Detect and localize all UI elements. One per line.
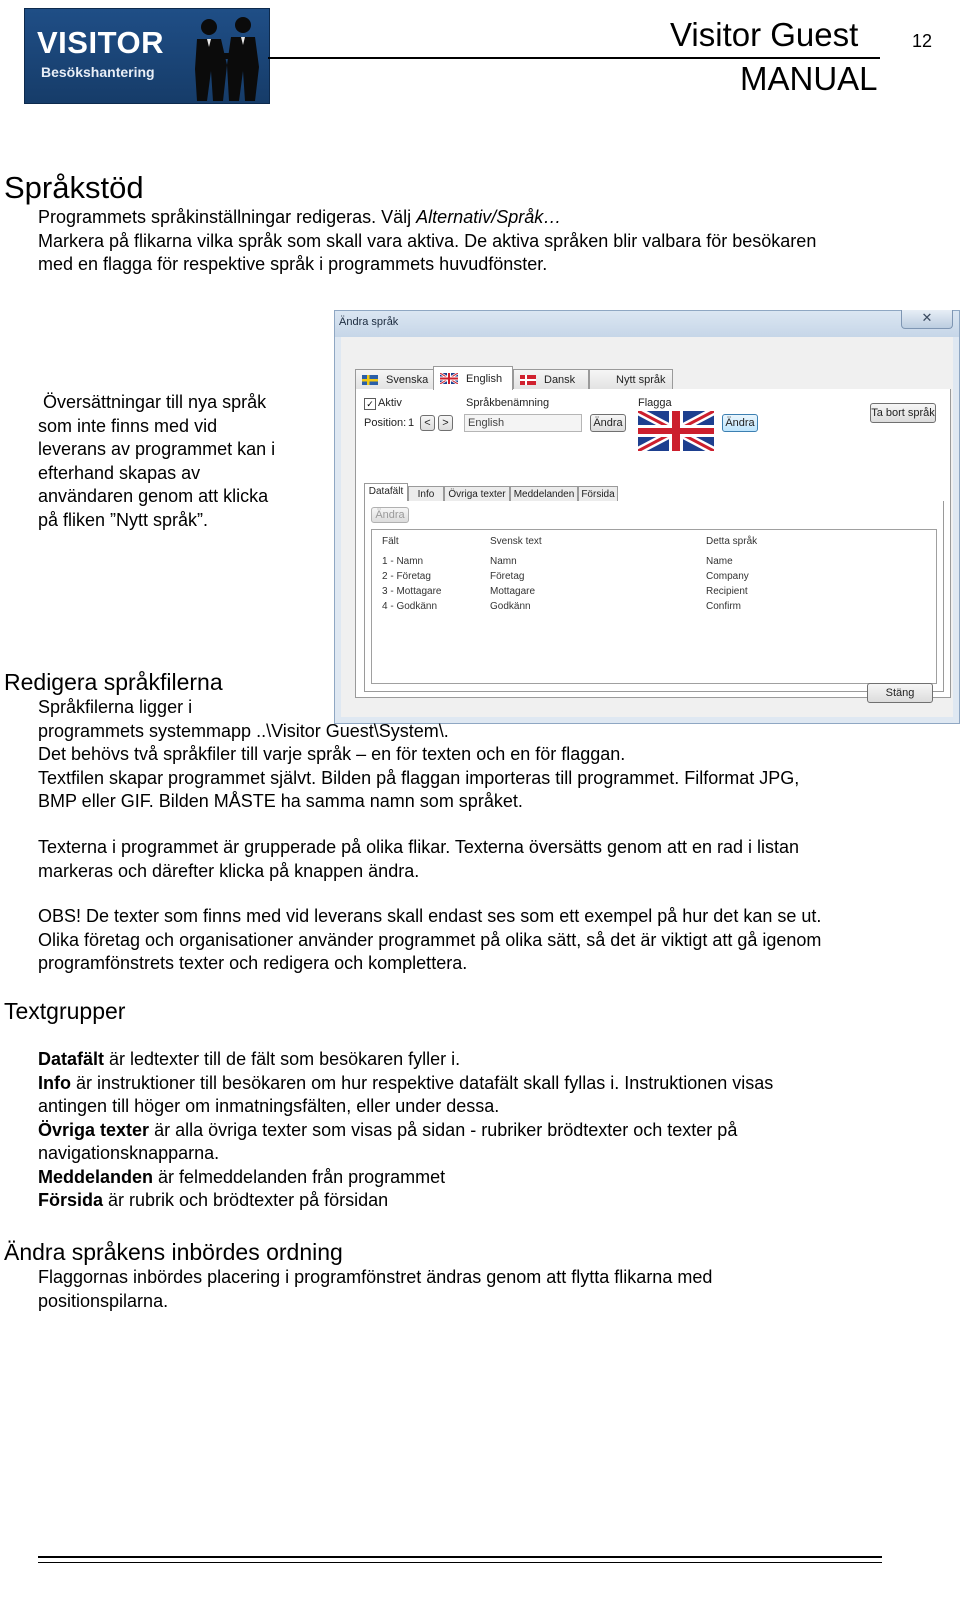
uk-flag-icon (440, 373, 458, 384)
heading-sprakstod: Språkstöd (4, 170, 144, 205)
intro-line-3: med en flagga för respektive språk i programmets huvudfönster. (38, 254, 548, 274)
side-note-line: efterhand skapas av (38, 462, 201, 483)
cell-translation: Company (706, 571, 749, 582)
subtab-info[interactable]: Info (408, 486, 444, 502)
side-note-line: användaren genom att klicka (38, 486, 269, 506)
change-flag-button[interactable]: Ändra (722, 414, 758, 432)
list-item (38, 1189, 773, 1213)
close-icon[interactable]: ✕ (901, 310, 953, 329)
active-label: Aktiv (378, 397, 402, 409)
header-rule (268, 57, 880, 59)
tab-label: Nytt språk (616, 374, 666, 386)
text-line: positionspilarna. (38, 1290, 169, 1311)
menu-path: Alternativ/Språk… (416, 207, 562, 227)
definition: är alla övriga texter som visas på sidan - rubriker brödtexter och texter på (149, 1119, 738, 1140)
side-note-line: Översättningar till nya språk (38, 392, 267, 412)
cell-field: 4 - Godkänn (382, 601, 438, 612)
term: Datafält (38, 1049, 105, 1069)
tab-label: Svenska (386, 374, 429, 386)
close-button[interactable]: Stäng (867, 683, 933, 703)
position-value: 1 (408, 417, 415, 429)
tab-label: English (466, 373, 503, 385)
definition: är felmeddelanden från programmet (153, 1166, 446, 1187)
definition: är instruktioner till besökaren om hur respektive datafält skall fyllas i. Instruktionen visas (71, 1072, 774, 1093)
cell-swedish: Namn (490, 556, 517, 567)
tab-nytt-sprak[interactable] (589, 369, 673, 389)
cell-field: 1 - Namn (382, 556, 424, 567)
cell-translation: Confirm (706, 601, 742, 612)
list-item (38, 1048, 773, 1072)
position-label: Position: (364, 417, 407, 429)
language-name-input[interactable]: English (464, 414, 582, 432)
list-item (38, 1166, 773, 1190)
cell-translation: Recipient (706, 586, 748, 597)
side-note-line: leverans av programmet kan i (38, 439, 276, 459)
table-row[interactable] (382, 601, 922, 615)
footer-rule-thin (38, 1562, 882, 1563)
position-prev-button[interactable]: < (420, 415, 435, 431)
swedish-flag-icon (362, 375, 378, 385)
intro-line-1 (38, 206, 561, 230)
footer-rule (38, 1556, 882, 1558)
text-line: Textfilen skapar programmet självt. Bilden på flaggan importeras till programmet. Filformat JPG, (38, 767, 800, 788)
definition: antingen till höger om inmatningsfälten, eller under dessa. (38, 1096, 500, 1116)
heading-ordning: Ändra språkens inbördes ordning (4, 1239, 343, 1265)
text-line: Det behövs två språkfiler till varje språk – en för texten och en för flaggan. (38, 744, 626, 764)
change-language-dialog (334, 310, 960, 724)
text-line: Språkfilerna ligger i (38, 697, 193, 717)
cell-translation: Name (706, 556, 733, 567)
tab-english[interactable] (433, 366, 513, 390)
table-row[interactable] (382, 556, 922, 570)
logo-title: VISITOR (37, 25, 164, 60)
term: Försida (38, 1190, 104, 1210)
cell-field: 2 - Företag (382, 571, 431, 582)
text-line: BMP eller GIF. Bilden MÅSTE ha samma namn som språket. (38, 791, 523, 811)
businessmen-handshake-icon (187, 13, 265, 101)
text-line: programmets systemmapp ..\Visitor Guest\System\. (38, 720, 449, 741)
intro-line-1-text: Programmets språkinställningar redigeras. Välj (38, 207, 417, 227)
edit-text-button[interactable]: Ändra (371, 507, 409, 523)
uk-flag-image (638, 411, 714, 451)
danish-flag-icon (520, 375, 536, 385)
definition: är ledtexter till de fält som besökaren fyller i. (104, 1049, 461, 1069)
tab-label: Dansk (544, 374, 576, 386)
data-field-panel (364, 501, 944, 692)
product-title: Visitor Guest (670, 16, 859, 53)
text-line: Flaggornas inbördes placering i programfönstret ändras genom att flytta flikarna med (38, 1267, 713, 1287)
language-tab-panel (355, 389, 951, 698)
definition: är rubrik och brödtexter på försidan (103, 1190, 389, 1210)
tab-dansk[interactable] (513, 369, 589, 389)
redigera-paragraph-3 (38, 905, 821, 976)
table-row[interactable] (382, 571, 922, 585)
term: Meddelanden (38, 1166, 154, 1187)
cell-swedish: Företag (490, 571, 525, 582)
textgrupper-list (38, 1048, 773, 1213)
heading-redigera: Redigera språkfilerna (4, 669, 223, 695)
dialog-body (341, 337, 953, 717)
cell-swedish: Godkänn (490, 601, 531, 612)
side-note-line: på fliken ”Nytt språk”. (38, 509, 209, 530)
text-line: Olika företag och organisationer använder programmet på olika sätt, så det är viktigt att gå igenom (38, 929, 822, 950)
text-line: programfönstrets texter och redigera och komplettera. (38, 953, 468, 973)
company-logo (24, 8, 270, 104)
active-checkbox[interactable]: ✓ (364, 398, 376, 410)
text-list[interactable] (371, 529, 937, 684)
table-row[interactable] (382, 586, 922, 600)
column-header-field[interactable]: Fält (382, 536, 399, 547)
subtab-ovriga-texter[interactable]: Övriga texter (444, 486, 510, 502)
side-note (38, 391, 275, 532)
redigera-paragraph (38, 696, 799, 814)
term: Övriga texter (38, 1119, 150, 1140)
doc-type: MANUAL (740, 60, 878, 97)
page-number: 12 (912, 31, 933, 51)
language-name-label: Språkbenämning (466, 397, 550, 409)
intro-line-2: Markera på flikarna vilka språk som skall vara aktiva. De aktiva språken blir valbara för besökaren (38, 231, 817, 251)
text-line: markeras och därefter klicka på knappen ändra. (38, 860, 420, 881)
tab-svenska[interactable] (355, 369, 435, 389)
dialog-titlebar (335, 311, 959, 337)
logo-subtitle: Besökshantering (41, 64, 155, 80)
dialog-title: Ändra språk (339, 316, 399, 328)
redigera-paragraph-2 (38, 836, 799, 883)
ordning-paragraph (38, 1266, 712, 1313)
delete-language-button[interactable]: Ta bort språk (870, 403, 936, 423)
side-note-line: som inte finns med vid (38, 415, 218, 436)
term: Info (38, 1072, 71, 1093)
list-item (38, 1095, 773, 1119)
list-item (38, 1119, 773, 1143)
subtab-datafalt[interactable]: Datafält (364, 483, 408, 502)
column-header-this-language[interactable]: Detta språk (706, 536, 758, 547)
list-item (38, 1072, 773, 1096)
flag-label: Flagga (638, 397, 672, 409)
change-name-button[interactable]: Ändra (590, 414, 626, 432)
column-header-swedish[interactable]: Svensk text (490, 536, 542, 547)
subtab-meddelanden[interactable]: Meddelanden (510, 486, 578, 502)
cell-field: 3 - Mottagare (382, 586, 442, 597)
position-next-button[interactable]: > (438, 415, 453, 431)
heading-textgrupper: Textgrupper (4, 998, 126, 1024)
subtab-forsida[interactable]: Försida (578, 486, 618, 502)
definition: navigationsknapparna. (38, 1143, 220, 1163)
text-line: Texterna i programmet är grupperade på olika flikar. Texterna översätts genom att en rad i listan (38, 837, 800, 857)
text-line: OBS! De texter som finns med vid leverans skall endast ses som ett exempel på hur det kan se ut. (38, 906, 822, 926)
list-item (38, 1142, 773, 1166)
cell-swedish: Mottagare (490, 586, 536, 597)
